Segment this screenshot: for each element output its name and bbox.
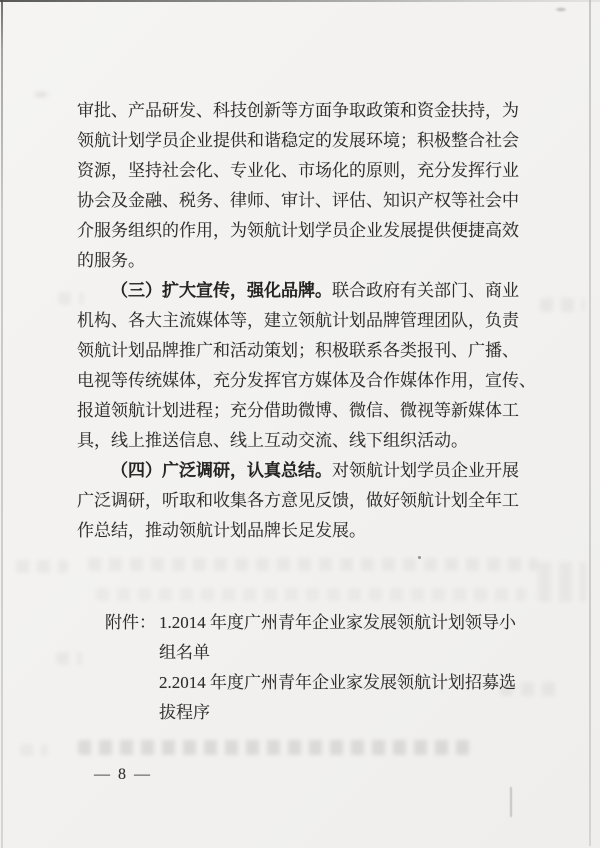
attachment-item-line: 拔程序 [159,703,210,722]
body-line: 机构、各大主流媒体等，建立领航计划品牌管理团队，负责 [77,311,519,330]
body-line: 广泛调研，听取和收集各方意见反馈，做好领航计划全年工 [77,491,519,510]
body-line: 审批、产品研发、科技创新等方面争取政策和资金扶持，为 [77,101,519,120]
attachment-label: 附件： [105,613,156,632]
bleedthrough-ghost [16,560,68,573]
scan-speck [418,556,421,559]
scan-speck [34,92,48,97]
body-line: 电视等传统媒体，充分发挥官方媒体及合作媒体作用，宣传、 [77,371,536,390]
body-line: 具，线上推送信息、线上互动交流、线下组织活动。 [77,431,468,450]
body-line: 的服务。 [77,251,145,270]
body-line: （四）广泛调研，认真总结。对领航计划学员企业开展 [111,461,519,480]
section-heading: （四）广泛调研，认真总结。 [111,461,332,480]
bleedthrough-ghost [538,562,586,602]
body-line: 领航计划学员企业提供和谐稳定的发展环境；积极整合社会 [77,131,519,150]
body-line: 作总结，推动领航计划品牌长足发展。 [77,521,366,540]
bleedthrough-ghost [96,588,526,601]
bleedthrough-ghost [20,744,48,756]
bleedthrough-ghost [540,298,585,312]
bleedthrough-ghost [56,652,82,665]
body-line: 介服务组织的作用，为领航计划学员企业发展提供便捷高效 [77,221,519,240]
body-line: 协会及金融、税务、律师、审计、评估、知识产权等社会中 [77,191,519,210]
body-line: （三）扩大宣传，强化品牌。联合政府有关部门、商业 [111,281,519,300]
attachment-items [159,608,539,728]
section-heading: （三）扩大宣传，强化品牌。 [111,281,332,300]
body-line: 报道领航计划进程；充分借助微博、微信、微视等新媒体工 [77,401,519,420]
body-line: 领航计划品牌推广和活动策划；积极联系各类报刊、广播、 [77,341,519,360]
bleedthrough-ghost [88,558,538,571]
scan-edge-top [0,0,600,2]
attachment-item-line: 2.2014 年度广州青年企业家发展领航计划招募选 [159,673,516,692]
scan-speck [556,8,566,11]
scan-edge-left [1,0,3,848]
body-line: 资源，坚持社会化、专业化、市场化的原则，充分发挥行业 [77,161,519,180]
attachment-item-line: 1.2014 年度广州青年企业家发展领航计划领导小 [159,613,516,632]
scan-edge-right [589,0,591,846]
bleedthrough-ghost [78,740,470,755]
attachment-item-line: 组名单 [159,643,210,662]
body-text-block [77,96,536,546]
page-number: — 8 — [94,766,152,783]
scan-stray-mark [510,787,512,817]
